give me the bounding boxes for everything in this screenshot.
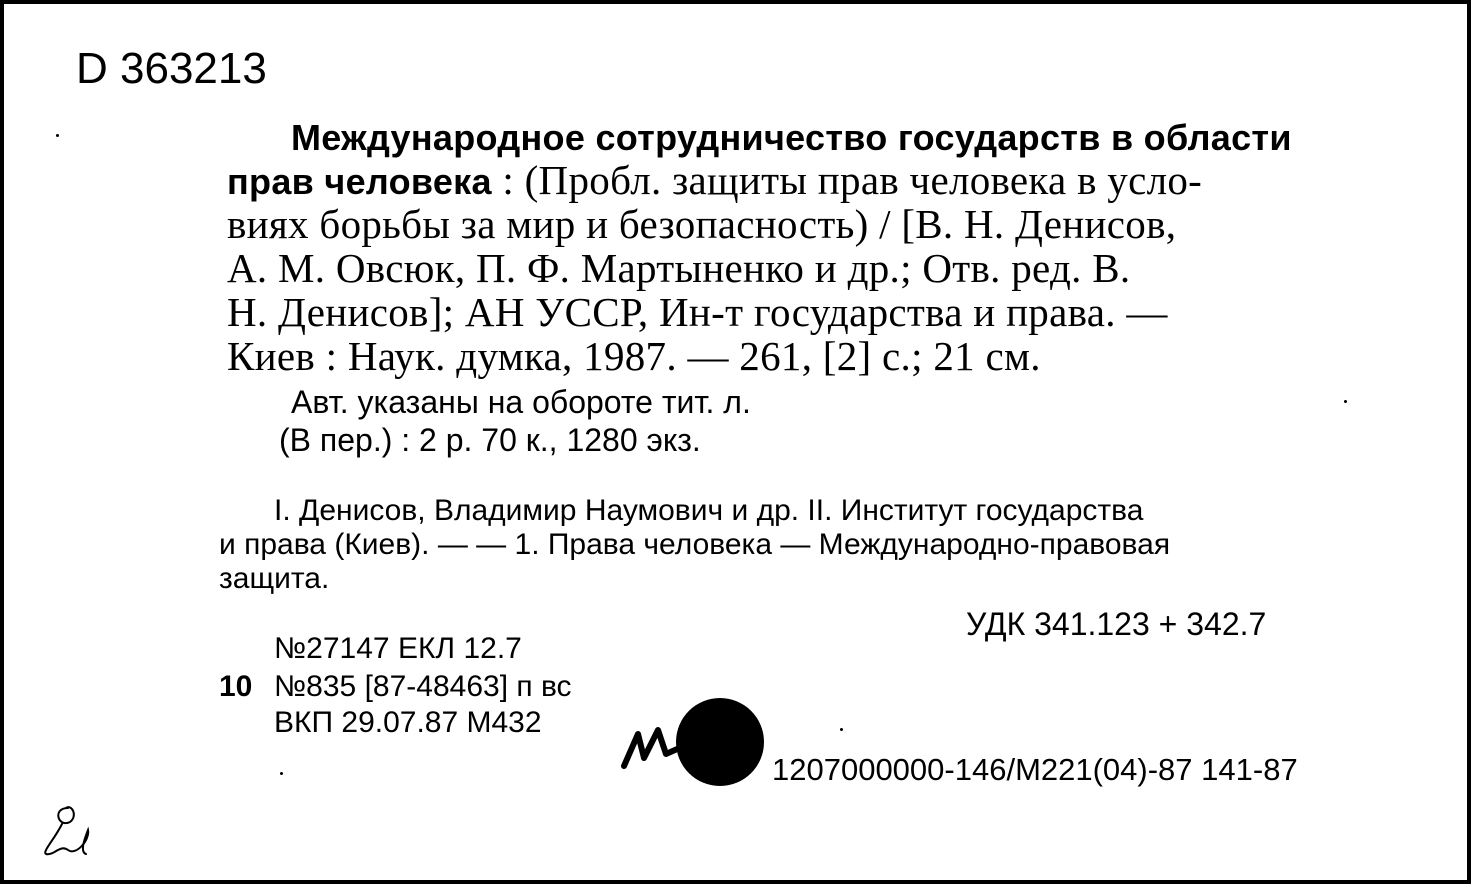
title-bold-2: прав человека [227,161,492,202]
record-number-1: №27147 ЕКЛ 12.7 [274,632,522,665]
call-number: D 363213 [76,44,267,93]
author-note: Авт. указаны на обороте тит. л. [291,384,751,420]
title-line-3: виях борьбы за мир и безопасность) / [В. Н. Денисов, [227,201,1177,247]
speck [840,728,843,731]
title-line-5: Н. Денисов]; АН УССР, Ин-т государства и права. — [227,289,1168,335]
title-line-4: А. М. Овсюк, П. Ф. Мартыненко и др.; Отв. ред. В. [227,245,1131,291]
title-line-1 [291,112,1292,160]
tracing-line-3: защита. [219,562,330,595]
tracing-line-1: I. Денисов, Владимир Наумович и др. II. Институт государства [274,494,1144,527]
handwritten-signature [32,800,102,864]
stamp-mark [610,696,770,786]
title-bold: Международное сотрудничество государств в области [291,117,1292,158]
handwritten-mark [624,730,684,766]
record-number-2: №835 [87-48463] п вс [274,670,572,703]
speck [56,134,59,137]
title-line-2-rest: : (Пробл. защиты прав человека в усло- [491,157,1203,203]
udk-classification: УДК 341.123 + 342.7 [966,606,1267,642]
speck [1344,400,1347,403]
title-line-2 [227,156,1202,204]
imprint-line: Киев : Наук. думка, 1987. — 261, [2] с.; 21 см. [227,333,1041,379]
price-note: (В пер.) : 2 р. 70 к., 1280 экз. [279,422,701,458]
tracing-line-2: и права (Киев). — — 1. Права человека — Международно-правовая [219,528,1171,561]
record-prefix: 10 [219,670,253,703]
publication-code: 1207000000-146/М221(04)-87 141-87 [772,752,1298,787]
record-number-3: ВКП 29.07.87 М432 [274,706,542,739]
black-dot-stamp [676,698,764,786]
speck [280,772,283,775]
